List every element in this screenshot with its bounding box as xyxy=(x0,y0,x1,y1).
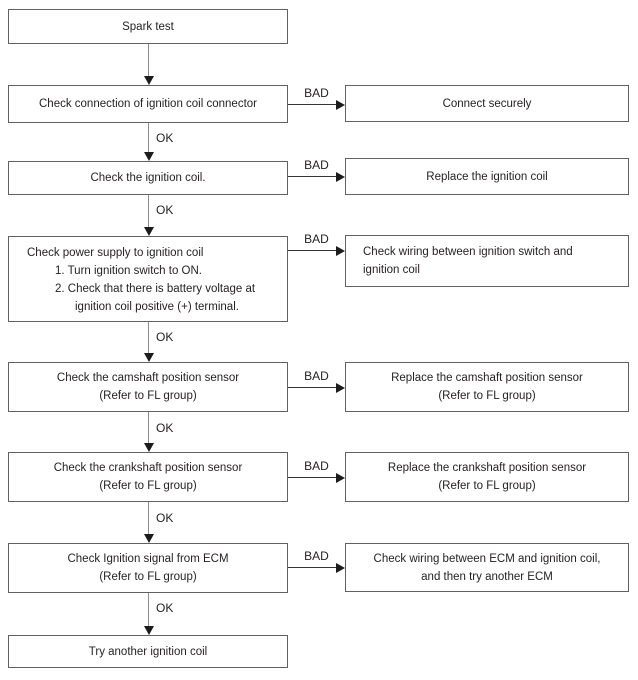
box-text-line: ignition coil positive (+) terminal. xyxy=(75,301,239,313)
box-text-line: 1. Turn ignition switch to ON. xyxy=(55,265,203,277)
bad-label-5: BAD xyxy=(304,459,329,473)
down-connector-1 xyxy=(148,44,149,76)
box-text-line: (Refer to FL group) xyxy=(438,390,536,402)
box-text-line: Replace the crankshaft position sensor xyxy=(387,462,587,474)
box-replace-crankshaft-sensor xyxy=(345,452,629,502)
ok-label-3: OK xyxy=(156,330,174,344)
box-check-camshaft-sensor xyxy=(8,362,288,412)
bad-connector-6 xyxy=(288,567,337,568)
down-arrowhead-icon xyxy=(144,227,154,236)
bad-connector-2 xyxy=(288,176,337,177)
box-replace-camshaft-sensor xyxy=(345,362,629,412)
bad-label-6: BAD xyxy=(304,549,329,563)
box-text-line: and then try another ECM xyxy=(421,570,553,583)
box-check-wiring-ecm xyxy=(345,543,629,592)
down-arrowhead-icon xyxy=(144,152,154,161)
box-connect-securely xyxy=(345,85,629,122)
ok-label-6: OK xyxy=(156,601,174,615)
bad-label-3: BAD xyxy=(304,232,329,246)
box-text-line: Check connection of ignition coil connector xyxy=(39,98,257,110)
box-check-crankshaft-sensor xyxy=(8,452,288,502)
ok-label-2: OK xyxy=(156,203,174,217)
bad-label-4: BAD xyxy=(304,369,329,383)
box-text-line: (Refer to FL group) xyxy=(438,480,536,492)
box-replace-ignition-coil xyxy=(345,158,629,195)
down-arrowhead-icon xyxy=(144,534,154,543)
box-check-power-supply xyxy=(8,236,288,322)
box-check-ignition-coil xyxy=(8,161,288,195)
bad-connector-5 xyxy=(288,477,337,478)
down-connector-3 xyxy=(148,195,149,227)
box-text-line: Try another ignition coil xyxy=(88,645,208,658)
box-text-line: Check the camshaft position sensor xyxy=(56,372,240,384)
box-text-line: (Refer to FL group) xyxy=(99,480,197,492)
right-arrowhead-icon xyxy=(336,563,345,573)
box-text-line: Spark test xyxy=(122,20,174,33)
right-arrowhead-icon xyxy=(336,246,345,256)
box-text-line: Check the ignition coil. xyxy=(90,172,206,184)
ok-label-4: OK xyxy=(156,421,174,435)
box-check-ignition-signal-ecm xyxy=(8,543,288,593)
box-check-coil-connector xyxy=(8,85,288,123)
down-connector-5 xyxy=(148,412,149,443)
right-arrowhead-icon xyxy=(336,172,345,182)
bad-connector-1 xyxy=(288,104,337,105)
box-text-line: Replace the ignition coil xyxy=(426,170,548,183)
down-arrowhead-icon xyxy=(144,443,154,452)
right-arrowhead-icon xyxy=(336,383,345,393)
box-text-line: (Refer to FL group) xyxy=(99,571,197,583)
box-text-line: Check wiring between ignition switch and xyxy=(363,246,573,258)
right-arrowhead-icon xyxy=(336,473,345,483)
box-text-line: Check the crankshaft position sensor xyxy=(53,462,243,474)
ok-label-1: OK xyxy=(156,131,174,145)
box-text-line: Check power supply to ignition coil xyxy=(27,247,204,259)
bad-connector-4 xyxy=(288,387,337,388)
down-arrowhead-icon xyxy=(144,353,154,362)
box-text-line: Replace the camshaft position sensor xyxy=(391,372,583,384)
down-connector-4 xyxy=(148,322,149,353)
down-connector-6 xyxy=(148,502,149,534)
box-text-line: Check Ignition signal from ECM xyxy=(67,553,229,565)
box-text-line: Check wiring between ECM and ignition coil, xyxy=(373,552,601,565)
down-arrowhead-icon xyxy=(144,626,154,635)
box-text-line: Connect securely xyxy=(442,97,532,110)
box-try-another-coil xyxy=(8,635,288,668)
bad-label-1: BAD xyxy=(304,86,329,100)
box-text-line: 2. Check that there is battery voltage at xyxy=(55,283,256,295)
box-text-line: ignition coil xyxy=(363,264,420,276)
down-connector-2 xyxy=(148,123,149,152)
bad-label-2: BAD xyxy=(304,158,329,172)
right-arrowhead-icon xyxy=(336,100,345,110)
ok-label-5: OK xyxy=(156,511,174,525)
bad-connector-3 xyxy=(288,250,337,251)
box-spark-test xyxy=(8,9,288,44)
down-connector-7 xyxy=(148,593,149,626)
box-text-line: (Refer to FL group) xyxy=(99,390,197,402)
box-check-wiring-ignition-switch xyxy=(345,235,629,287)
down-arrowhead-icon xyxy=(144,76,154,85)
